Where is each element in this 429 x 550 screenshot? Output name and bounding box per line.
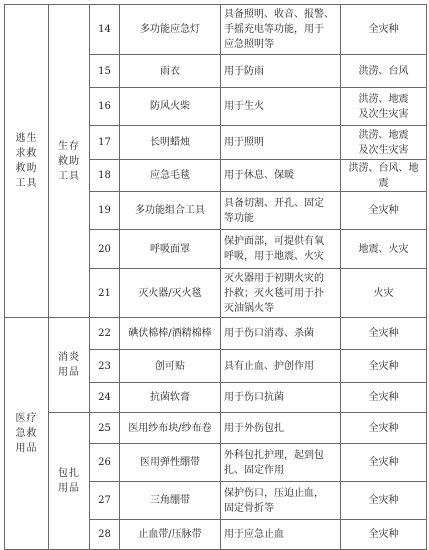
item-name: 灭火器/灭火毯: [120, 269, 221, 318]
item-scenario-line: 全灾种: [368, 422, 399, 434]
item-use: [221, 482, 341, 520]
item-name: 呼吸面罩: [120, 230, 221, 269]
item-use-line: 灭火器用于初期火灾的: [224, 272, 324, 284]
item-name: 防风火柴: [120, 88, 221, 126]
item-scenario-line: 全灾种: [368, 360, 399, 372]
supplies-table: [4, 4, 427, 550]
table-row: [5, 413, 427, 444]
item-number: 24: [90, 383, 120, 413]
item-scenario-line: 全灾种: [368, 205, 399, 216]
item-use-line: 保护面部，可提供有氧: [224, 236, 324, 247]
item-use: [221, 126, 341, 160]
subcategory-cell-line: 用品: [58, 367, 80, 378]
item-number: 14: [90, 5, 120, 55]
item-use-line: 用于伤口消毒、杀菌: [224, 328, 314, 339]
item-name: 医用弹性绷带: [120, 444, 221, 482]
subcategory-cell: [49, 5, 90, 318]
subcategory-cell-line: 生存: [58, 140, 80, 152]
item-number: 20: [90, 230, 120, 269]
item-use: [221, 520, 341, 550]
item-name: 三角绷带: [120, 482, 221, 520]
item-scenario: [341, 383, 427, 413]
item-use-line: 扎、固定作用: [224, 464, 284, 476]
table-row: [5, 318, 427, 350]
subcategory-cell-line: 消炎: [58, 352, 80, 363]
item-use-line: 用于外伤包扎: [224, 422, 284, 434]
item-name: 抗菌软膏: [120, 383, 221, 413]
item-use-line: 外科包扎护理，起到包: [224, 449, 324, 461]
item-scenario: [341, 88, 427, 126]
item-scenario: [341, 482, 427, 520]
item-use-line: 用于休息、保暖: [224, 170, 294, 181]
item-number: 22: [90, 318, 120, 350]
item-scenario-line: 全灾种: [368, 328, 399, 339]
item-name: 多功能应急灯: [120, 5, 221, 55]
subcategory-cell-line: 包扎: [58, 468, 80, 479]
item-scenario-line: 全灾种: [368, 457, 399, 468]
item-use-line: 应急照明等: [224, 39, 274, 50]
category-cell-line: 工具: [15, 178, 38, 189]
item-use-line: 手摇充电等功能，用于: [224, 24, 324, 35]
item-use: [221, 5, 341, 55]
item-scenario: [341, 160, 427, 192]
item-scenario-line: 地震、火灾: [358, 243, 409, 255]
item-scenario: [341, 413, 427, 444]
item-use: [221, 192, 341, 230]
item-number: 19: [90, 192, 120, 230]
item-scenario-line: 洪涝、台风: [358, 65, 409, 77]
item-scenario: [341, 126, 427, 160]
item-name: 应急毛毯: [120, 160, 221, 192]
item-number: 18: [90, 160, 120, 192]
category-cell-line: 医疗: [15, 413, 38, 424]
subcategory-cell-line: 工具: [58, 170, 80, 182]
subcategory-cell: [49, 413, 90, 550]
item-use: [221, 55, 341, 88]
item-use: [221, 350, 341, 383]
item-use-line: 等功能: [224, 212, 254, 224]
item-scenario: [341, 444, 427, 482]
item-scenario: [341, 5, 427, 55]
item-name: 多功能组合工具: [120, 192, 221, 230]
item-use: [221, 88, 341, 126]
item-number: 21: [90, 269, 120, 318]
category-cell-line: 救助: [15, 163, 38, 174]
item-scenario: [341, 230, 427, 269]
item-name: 止血带/压脉带: [120, 520, 221, 550]
item-use-line: 用于防雨: [224, 65, 264, 77]
item-use-line: 用于照明: [224, 137, 264, 148]
item-scenario-line: 洪涝、台风、地震: [348, 162, 419, 189]
item-number: 27: [90, 482, 120, 520]
item-use: [221, 269, 341, 318]
table-body: [5, 5, 427, 550]
item-name: 碘伏棉棒/酒精棉棒: [120, 318, 221, 350]
category-cell: [5, 5, 49, 318]
category-cell-line: 用品: [15, 443, 38, 454]
item-use-line: 具有止血、护创作用: [224, 360, 314, 372]
item-name: 雨衣: [120, 55, 221, 88]
item-scenario-line: 全灾种: [368, 495, 399, 506]
item-use-line: 用于伤口抗菌: [224, 392, 284, 403]
item-use: [221, 160, 341, 192]
category-cell: [5, 318, 49, 550]
item-name: 医用纱布块/纱布卷: [120, 413, 221, 444]
item-use: [221, 413, 341, 444]
item-number: 28: [90, 520, 120, 550]
item-number: 17: [90, 126, 120, 160]
item-scenario-line: 洪涝、地震: [358, 129, 409, 141]
item-scenario: [341, 318, 427, 350]
item-scenario-line: 洪涝、地震: [358, 93, 409, 105]
item-scenario: [341, 520, 427, 550]
item-use: [221, 230, 341, 269]
item-use-line: 具备照明、收音、报警、: [224, 9, 334, 20]
subcategory-cell: [49, 318, 90, 413]
item-scenario: [341, 192, 427, 230]
item-use-line: 用于生火: [224, 101, 264, 112]
item-number: 15: [90, 55, 120, 88]
item-name: 长明蜡烛: [120, 126, 221, 160]
item-name: 创可贴: [120, 350, 221, 383]
item-scenario: [341, 350, 427, 383]
subcategory-cell-line: 用品: [58, 483, 80, 494]
table-row: [5, 5, 427, 55]
item-use-line: 保护伤口，压迫止血，: [224, 487, 324, 499]
category-cell-line: 逃生: [15, 133, 38, 144]
item-use-line: 呼吸，用于地震、火灾: [224, 251, 324, 262]
item-number: 23: [90, 350, 120, 383]
subcategory-cell-line: 救助: [58, 155, 80, 167]
item-number: 26: [90, 444, 120, 482]
item-use: [221, 318, 341, 350]
item-number: 25: [90, 413, 120, 444]
category-cell-line: 求救: [15, 148, 38, 159]
item-use: [221, 383, 341, 413]
item-use-line: 灭油锅火等: [224, 302, 274, 314]
item-scenario-line: 及次生灾害: [358, 108, 409, 120]
item-scenario: [341, 55, 427, 88]
item-scenario-line: 火灾: [373, 287, 394, 299]
item-scenario-line: 及次生灾害: [358, 144, 409, 156]
item-use-line: 用于应急止血: [224, 529, 284, 540]
item-use-line: 扑救；灭火毯可用于扑: [224, 287, 324, 299]
item-scenario-line: 全灾种: [368, 24, 399, 35]
item-scenario-line: 全灾种: [368, 529, 399, 540]
item-use-line: 固定骨折等: [224, 502, 274, 514]
item-use-line: 具备切割、开孔、固定: [224, 197, 324, 209]
item-use: [221, 444, 341, 482]
item-scenario: [341, 269, 427, 318]
item-scenario-line: 全灾种: [368, 392, 399, 403]
category-cell-line: 急救: [15, 428, 38, 439]
item-number: 16: [90, 88, 120, 126]
